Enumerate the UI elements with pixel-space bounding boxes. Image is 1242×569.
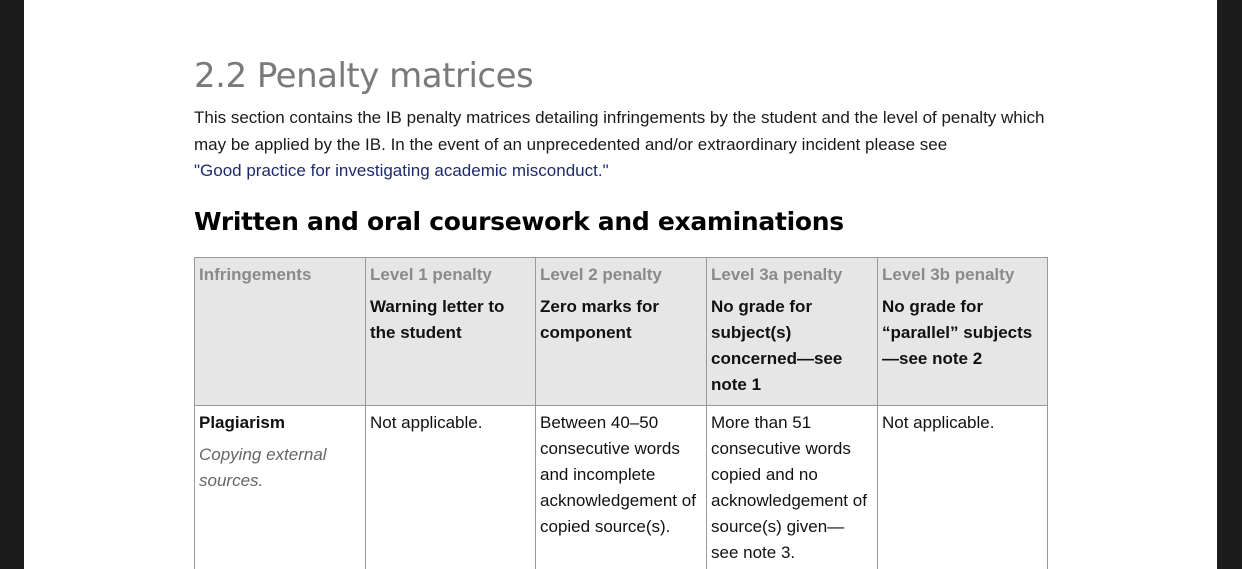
header-level-2 [536, 258, 707, 406]
header-level-1 [366, 258, 536, 406]
table-row [195, 406, 1048, 569]
page-content [194, 55, 1049, 562]
level-2-cell: Between 40–50 consecutive words and incomplete acknowledgement of copied source(s). [536, 406, 707, 569]
section-title: 2.2 Penalty matrices [194, 56, 534, 96]
infringement-cell [195, 406, 366, 569]
subsection-title: Written and oral coursework and examinations [194, 206, 844, 236]
document-page [24, 0, 1217, 569]
level-1-cell: Not applicable. [366, 406, 536, 569]
header-label: Level 2 penalty [540, 265, 662, 284]
header-level-3b [878, 258, 1048, 406]
level-3a-cell: More than 51 consecutive words copied and no acknowledgement of source(s) given— see note 3. [707, 406, 878, 569]
header-description: No grade for subject(s) concerned—see note 1 [711, 297, 843, 394]
intro-paragraph [194, 105, 1049, 185]
level-3b-cell: Not applicable. [878, 406, 1048, 569]
header-label: Infringements [199, 265, 312, 284]
infringement-name: Plagiarism [199, 413, 285, 432]
good-practice-link[interactable]: "Good practice for investigating academic misconduct." [194, 161, 609, 180]
header-description: Zero marks for component [540, 297, 660, 342]
header-label: Level 1 penalty [370, 265, 492, 284]
header-description: No grade for “parallel” subjects —see note 2 [882, 297, 1033, 368]
header-label: Level 3a penalty [711, 265, 843, 284]
header-infringements [195, 258, 366, 406]
intro-text: This section contains the IB penalty matrices detailing infringements by the student and the level of penalty which may be applied by the IB. In the event of an unprecedented and/or extraordinary incident please see [194, 108, 1045, 154]
table-header-row [195, 258, 1048, 406]
infringement-description: Copying external sources. [199, 445, 327, 490]
penalty-matrix-table [194, 257, 1048, 569]
header-level-3a [707, 258, 878, 406]
header-description: Warning letter to the student [370, 297, 505, 342]
header-label: Level 3b penalty [882, 265, 1015, 284]
